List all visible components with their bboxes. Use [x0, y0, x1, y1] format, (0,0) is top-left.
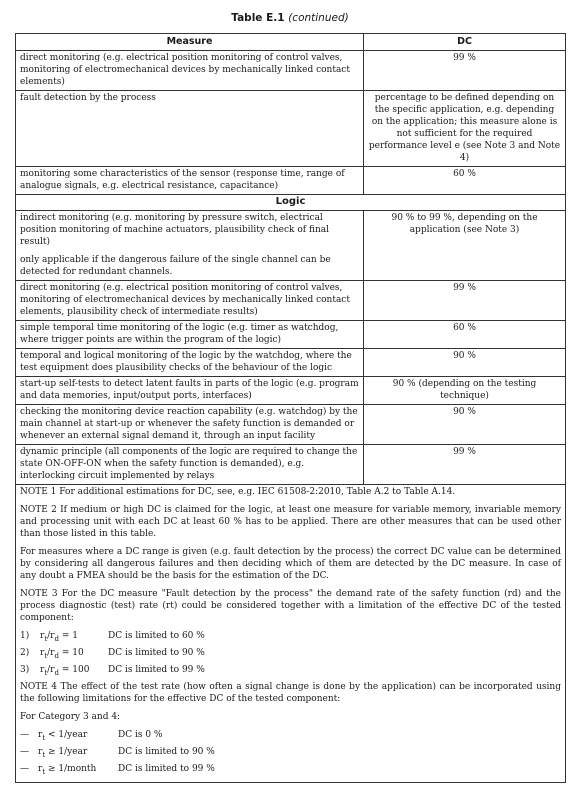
ratio-number: 1) [20, 631, 30, 641]
limit-condition: $r_t$ ≥ 1/year [38, 747, 88, 759]
ratio-text: DC is limited to 90 % [108, 648, 205, 658]
table-row [16, 445, 566, 485]
limit-text: DC is limited to 90 % [118, 747, 215, 757]
measure-cell: simple temporal time monitoring of the logic (e.g. timer as watchdog, where trigger points are within the program of the logic) [16, 321, 364, 349]
header-measure: Measure [16, 34, 364, 51]
measure-cell: checking the monitoring device reaction capability (e.g. watchdog) by the main channel at start-up or whenever the safety function is demanded or whenever an external signal demand it, through an input facility [16, 405, 364, 445]
limit-text: DC is 0 % [118, 730, 163, 740]
ratio-formula: $r_t/r_d = 10$ [40, 648, 84, 660]
dc-cell: 99 % [364, 281, 566, 321]
table-row [16, 167, 566, 195]
table-row [16, 349, 566, 377]
dc-cell: 60 % [364, 167, 566, 195]
dc-cell: 90 % [364, 405, 566, 445]
measure-cell: direct monitoring (e.g. electrical position monitoring of control valves, monitoring of electromechanical devices by mechanically linked contact elements, plausibility check of intermediate results) [16, 281, 364, 321]
limit-item [20, 746, 561, 758]
limit-value: ≥ 1/year [48, 747, 88, 757]
dc-cell: 60 % [364, 321, 566, 349]
section-heading-logic: Logic [16, 195, 566, 211]
table-row [16, 281, 566, 321]
note-dc-range-paragraph: For measures where a DC range is given (e.g. fault detection by the process) the correct DC value can be determined by considering all dangerous failures and then deciding which of them are detected by the DC measure. In case of any doubt a FMEA should be the basis for the estimation of the DC. [20, 547, 561, 581]
table-row [16, 91, 566, 167]
measure-cell: temporal and logical monitoring of the logic by the watchdog, where the test equipment does plausibility checks of the behaviour of the logic [16, 349, 364, 377]
ratio-formula: $r_t/r_d = 1$ [40, 631, 78, 643]
ratio-item [20, 664, 561, 676]
dc-cell: 90 % to 99 %, depending on the application (see Note 3) [364, 211, 566, 281]
limit-value: < 1/year [48, 730, 88, 740]
limit-condition: $r_t$ < 1/year [38, 730, 88, 742]
header-dc: DC [364, 34, 566, 51]
ratio-value: = 1 [61, 631, 78, 641]
table-header-row [16, 34, 566, 51]
dash-bullet: — [20, 764, 29, 774]
dc-cell: 90 % [364, 349, 566, 377]
ratio-value: = 10 [61, 648, 84, 658]
dc-cell: percentage to be defined depending on the specific application, e.g. depending on the application; this measure alone is not sufficient for the required performance level e (see Note 3 and Note 4) [364, 91, 566, 167]
table-title-main: Table E.1 [231, 12, 285, 24]
dc-table [15, 33, 566, 783]
measure-cell: direct monitoring (e.g. electrical position monitoring of control valves, monitoring of electromechanical devices by mechanically linked contact elements) [16, 51, 364, 91]
ratio-item [20, 630, 561, 642]
note-3: NOTE 3 For the DC measure "Fault detection by the process" the demand rate of the safety function (rd) and the process diagnostic (test) rate (rt) could be considered together with a limitation of the effective DC of the tested component: [20, 589, 561, 623]
measure-text: indirect monitoring (e.g. monitoring by pressure switch, electrical position monitoring of machine actuators, plausibility check of final result) [20, 213, 330, 247]
measure-cell: start-up self-tests to detect latent faults in parts of the logic (e.g. program and data memories, input/output ports, interfaces) [16, 377, 364, 405]
table-title-continued: (continued) [288, 12, 349, 24]
dc-cell: 90 % (depending on the testing technique) [364, 377, 566, 405]
ratio-text: DC is limited to 99 % [108, 665, 205, 675]
dc-cell: 99 % [364, 445, 566, 485]
measure-extra-text: only applicable if the dangerous failure of the single channel can be detected for redundant channels. [20, 255, 331, 277]
table-row [16, 377, 566, 405]
ratio-text: DC is limited to 60 % [108, 631, 205, 641]
notes-row [16, 485, 566, 783]
measure-cell: monitoring some characteristics of the sensor (response time, range of analogue signals, e.g. electrical resistance, capacitance) [16, 167, 364, 195]
table-row [16, 405, 566, 445]
limit-value: ≥ 1/month [48, 764, 97, 774]
ratio-formula: $r_t/r_d = 100$ [40, 665, 90, 677]
ratio-value: = 100 [61, 665, 90, 675]
dash-bullet: — [20, 730, 29, 740]
note-4: NOTE 4 The effect of the test rate (how often a signal change is done by the application) can be incorporated using the following limitations for the effective DC of the tested component: [20, 682, 561, 704]
section-row-logic [16, 195, 566, 211]
ratio-number: 3) [20, 665, 30, 675]
table-row [16, 51, 566, 91]
limit-text: DC is limited to 99 % [118, 764, 215, 774]
measure-cell: dynamic principle (all components of the logic are required to change the state ON-OFF-ON when the safety function is demanded), e.g. interlocking circuit implemented by relays [16, 445, 364, 485]
notes-cell [16, 485, 566, 783]
table-row [16, 211, 566, 281]
dc-cell: 99 % [364, 51, 566, 91]
table-title [15, 10, 565, 26]
table-row [16, 321, 566, 349]
ratio-number: 2) [20, 648, 30, 658]
limit-item [20, 729, 561, 741]
dash-bullet: — [20, 747, 29, 757]
note-2: NOTE 2 If medium or high DC is claimed for the logic, at least one measure for variable memory, invariable memory and processing unit with each DC at least 60 % has to be applied. There are other measures that can be used other than those listed in this table. [20, 505, 561, 539]
category-heading: For Category 3 and 4: [20, 712, 121, 722]
ratio-item [20, 647, 561, 659]
limit-item [20, 763, 561, 775]
limit-condition: $r_t$ ≥ 1/month [38, 764, 97, 776]
note-1: NOTE 1 For additional estimations for DC, see, e.g. IEC 61508-2:2010, Table A.2 to Table A.14. [20, 487, 456, 497]
measure-cell: fault detection by the process [16, 91, 364, 167]
measure-cell [16, 211, 364, 281]
